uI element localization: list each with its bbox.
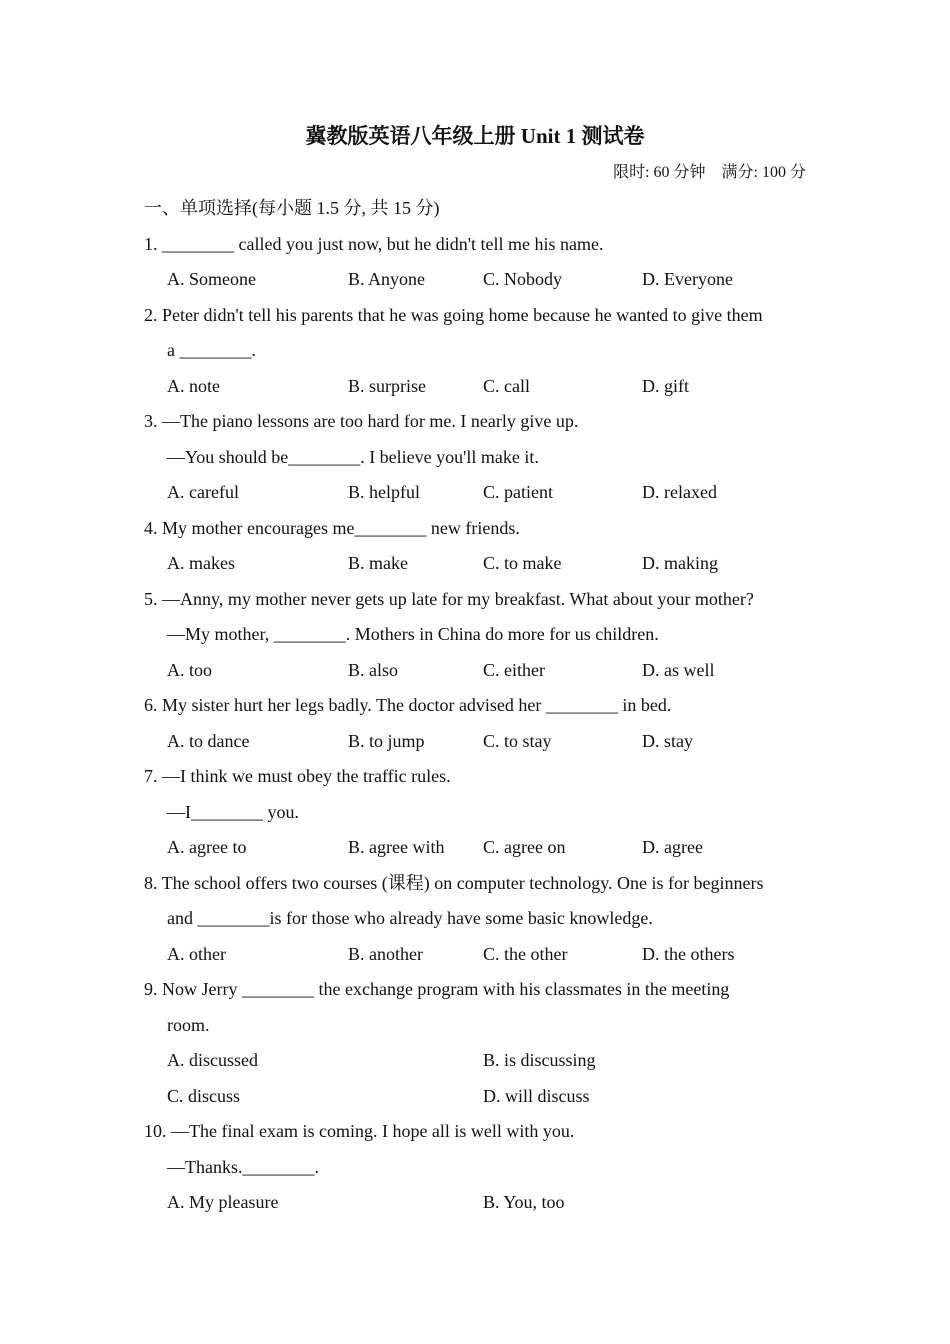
question-3: 3. —The piano lessons are too hard for me. I nearly give up. <box>144 411 579 431</box>
q8-option-b: B. another <box>348 944 423 964</box>
q4-option-d: D. making <box>642 553 718 573</box>
question-1: 1. ________ called you just now, but he didn't tell me his name. <box>144 234 604 254</box>
q9-option-d: D. will discuss <box>483 1086 590 1106</box>
q1-option-d: D. Everyone <box>642 269 733 289</box>
section-heading: 一、单项选择(每小题 1.5 分, 共 15 分) <box>144 198 440 218</box>
q5-option-a: A. too <box>167 660 212 680</box>
question-7-continued: —I________ you. <box>167 802 299 822</box>
q4-option-c: C. to make <box>483 553 562 573</box>
q3-option-b: B. helpful <box>348 482 420 502</box>
question-9: 9. Now Jerry ________ the exchange program with his classmates in the meeting <box>144 979 730 999</box>
q10-option-b: B. You, too <box>483 1192 565 1212</box>
q3-option-d: D. relaxed <box>642 482 717 502</box>
question-4: 4. My mother encourages me________ new friends. <box>144 518 520 538</box>
q5-option-d: D. as well <box>642 660 715 680</box>
q1-option-c: C. Nobody <box>483 269 563 289</box>
q7-option-b: B. agree with <box>348 837 445 857</box>
question-2: 2. Peter didn't tell his parents that he was going home because he wanted to give them <box>144 305 763 325</box>
q8-option-a: A. other <box>167 944 226 964</box>
time-score-limit: 限时: 60 分钟 满分: 100 分 <box>613 164 806 181</box>
q6-option-c: C. to stay <box>483 731 552 751</box>
q6-option-d: D. stay <box>642 731 693 751</box>
q6-option-a: A. to dance <box>167 731 250 751</box>
question-5: 5. —Anny, my mother never gets up late for my breakfast. What about your mother? <box>144 589 754 609</box>
q3-option-a: A. careful <box>167 482 239 502</box>
question-5-continued: —My mother, ________. Mothers in China do more for us children. <box>167 624 659 644</box>
question-9-continued: room. <box>167 1015 210 1035</box>
q2-option-c: C. call <box>483 376 530 396</box>
q8-option-c: C. the other <box>483 944 568 964</box>
q3-option-c: C. patient <box>483 482 553 502</box>
q1-option-b: B. Anyone <box>348 269 426 289</box>
q2-option-a: A. note <box>167 376 220 396</box>
q5-option-c: C. either <box>483 660 545 680</box>
q7-option-c: C. agree on <box>483 837 566 857</box>
question-3-continued: —You should be________. I believe you'll make it. <box>167 447 539 467</box>
question-6: 6. My sister hurt her legs badly. The doctor advised her ________ in bed. <box>144 695 672 715</box>
q10-option-a: A. My pleasure <box>167 1192 279 1212</box>
question-10: 10. —The final exam is coming. I hope all is well with you. <box>144 1121 575 1141</box>
q1-option-a: A. Someone <box>167 269 256 289</box>
q2-option-b: B. surprise <box>348 376 426 396</box>
q2-option-d: D. gift <box>642 376 689 396</box>
question-10-continued: —Thanks.________. <box>167 1157 319 1177</box>
q6-option-b: B. to jump <box>348 731 425 751</box>
page-title: 冀教版英语八年级上册 Unit 1 测试卷 <box>305 124 645 148</box>
q4-option-b: B. make <box>348 553 408 573</box>
q7-option-d: D. agree <box>642 837 703 857</box>
q7-option-a: A. agree to <box>167 837 247 857</box>
q9-option-c: C. discuss <box>167 1086 241 1106</box>
question-8: 8. The school offers two courses (课程) on computer technology. One is for beginners <box>144 873 764 893</box>
question-7: 7. —I think we must obey the traffic rules. <box>144 766 451 786</box>
question-2-continued: a ________. <box>167 340 256 360</box>
q4-option-a: A. makes <box>167 553 235 573</box>
q5-option-b: B. also <box>348 660 399 680</box>
question-8-continued: and ________is for those who already have some basic knowledge. <box>167 908 653 928</box>
q9-option-a: A. discussed <box>167 1050 258 1070</box>
q9-option-b: B. is discussing <box>483 1050 596 1070</box>
q8-option-d: D. the others <box>642 944 735 964</box>
